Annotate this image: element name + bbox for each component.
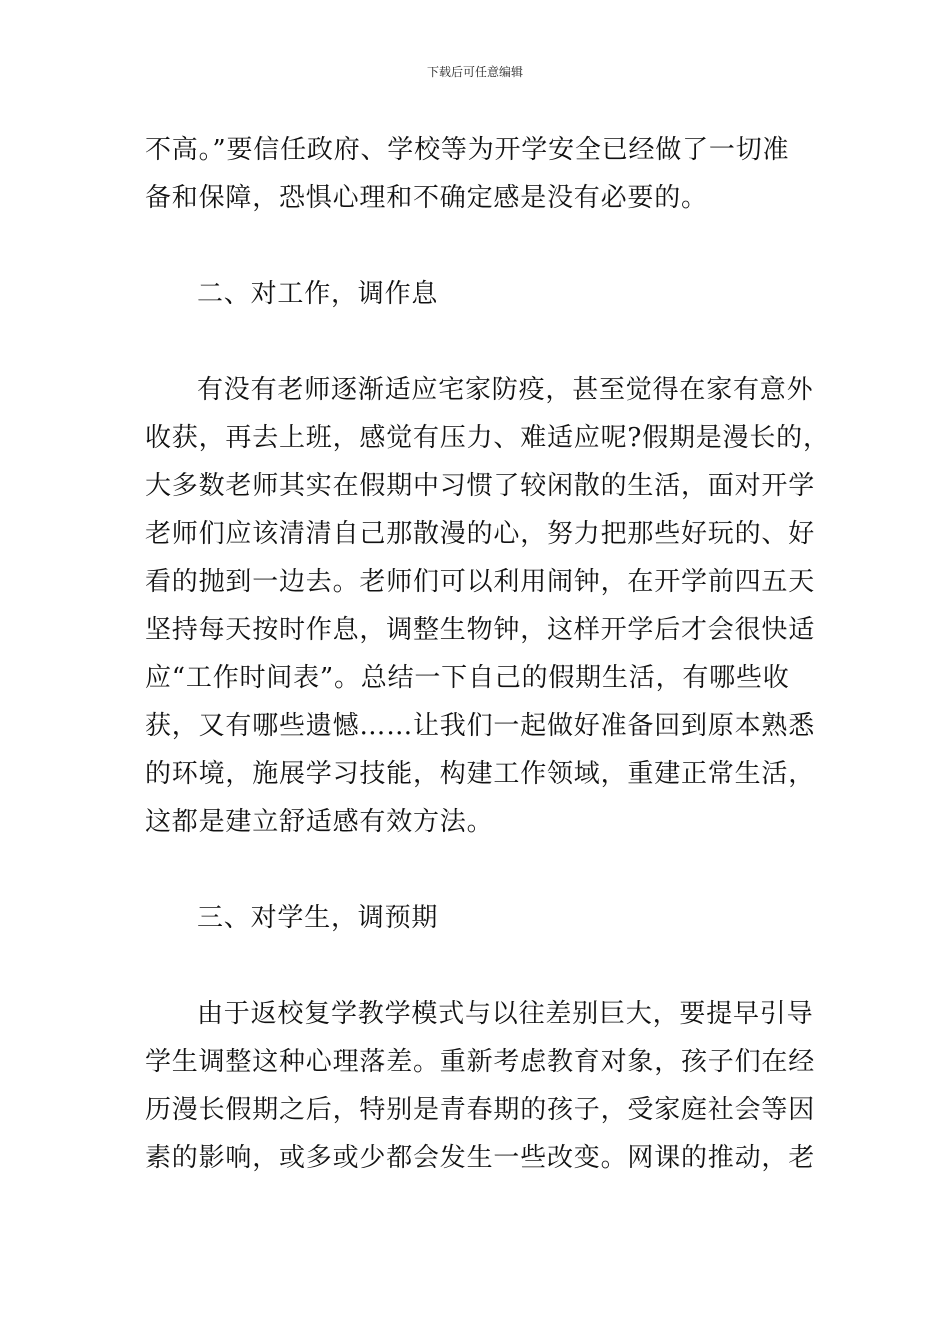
- paragraph-gap: [145, 942, 807, 990]
- paragraph-line: 获，又有哪些遗憾……让我们一起做好准备回到原本熟悉: [145, 711, 816, 741]
- paragraph-line: 大多数老师其实在假期中习惯了较闲散的生活，面对开学: [145, 471, 816, 501]
- paragraph-line: 坚持每天按时作息，调整生物钟，这样开学后才会很快适: [145, 615, 816, 645]
- paragraph-line: 这都是建立舒适感有效方法。: [145, 807, 494, 837]
- paragraph-line: 老师们应该清清自己那散漫的心，努力把那些好玩的、好: [145, 519, 816, 549]
- paragraph-line: 历漫长假期之后，特别是青春期的孩子，受家庭社会等因: [145, 1095, 816, 1125]
- paragraph-line: 有没有老师逐渐适应宅家防疫，甚至觉得在家有意外: [197, 375, 814, 405]
- paragraph-line: 的环境，施展学习技能，构建工作领域，重建正常生活，: [145, 759, 816, 789]
- paragraph-line: 收获，再去上班，感觉有压力、难适应呢?假期是漫长的，: [145, 423, 830, 453]
- paragraph-gap: [145, 222, 807, 270]
- paragraph-line: 学生调整这种心理落差。重新考虑教育对象，孩子们在经: [145, 1047, 816, 1077]
- paragraph-line: 备和保障，恐惧心理和不确定感是没有必要的。: [145, 183, 708, 213]
- paragraph-line: 看的抛到一边去。老师们可以利用闹钟，在开学前四五天: [145, 567, 816, 597]
- document-body: [145, 126, 830, 1182]
- section-heading-work: 二、对工作，调作息: [197, 279, 439, 309]
- paragraph-gap: [145, 846, 807, 894]
- paragraph-line: 素的影响，或多或少都会发生一些改变。网课的推动，老: [145, 1143, 816, 1173]
- page-header-note: 下载后可任意编辑: [426, 65, 523, 79]
- paragraph-line: 应“工作时间表”。总结一下自己的假期生活，有哪些收: [145, 663, 790, 693]
- paragraph-line: 不高。”要信任政府、学校等为开学安全已经做了一切准: [145, 135, 790, 165]
- paragraph-gap: [145, 318, 807, 366]
- paragraph-line: 由于返校复学教学模式与以往差别巨大，要提早引导: [197, 999, 814, 1029]
- section-heading-students: 三、对学生，调预期: [197, 903, 439, 933]
